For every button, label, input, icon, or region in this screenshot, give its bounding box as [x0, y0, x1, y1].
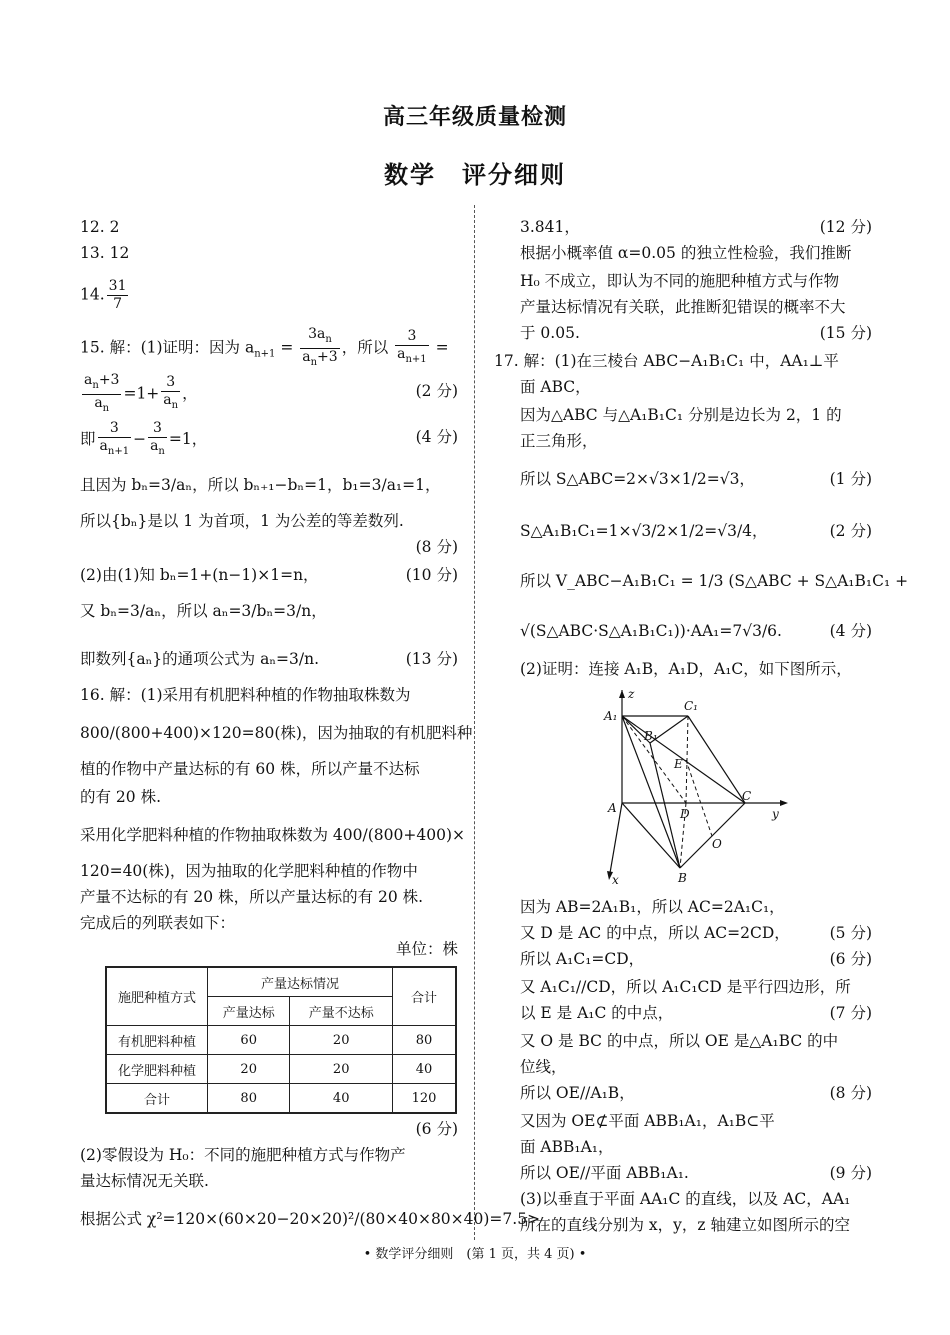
q16-line3: 植的作物中产量达标的有 60 株，所以产量不达标 [80, 760, 420, 778]
seg-A1C [622, 716, 745, 803]
table-header-ok: 产量达标 [208, 997, 290, 1026]
table-row: 有机肥料种植 60 20 80 [106, 1026, 456, 1055]
q17-line16: 位线， [520, 1058, 567, 1076]
q16-cont-4: 产量达标情况有关联，此推断犯错误的概率不大 [520, 298, 846, 316]
score-2: (2 分) [415, 382, 458, 400]
q15-line1: 15. 解：(1)证明：因为 $a_{n+1}$ = $\frac{3a_n}{a_n+3}$ ，所以 $\frac{3}{a_{n+1}}$ = [80, 326, 449, 368]
q16-cont-1: 3.841， [520, 218, 580, 236]
q15-line8: 即数列{aₙ}的通项公式为 aₙ=3/n. [80, 650, 320, 668]
q15-line3: 即 $\frac{3}{a_{n+1}}$ − $\frac{3}{a_n}$ =1， [80, 420, 208, 457]
q16-line5: 采用化学肥料种植的作物抽取株数为 400/(800+400)× [80, 826, 465, 844]
table-header-total: 合计 [393, 967, 457, 1026]
q17-line17: 所以 OE//A₁B， [520, 1084, 635, 1102]
label-y: y [772, 807, 779, 821]
score-13: (13 分) [405, 650, 458, 668]
q17-line20: 所以 OE//平面 ABB₁A₁. [520, 1164, 689, 1182]
q17-line10: 因为 AB=2A₁B₁，所以 AC=2A₁C₁， [520, 898, 785, 916]
table-header-group: 产量达标情况 [208, 967, 393, 997]
score-10: (10 分) [405, 566, 458, 584]
score-15: (15 分) [819, 324, 872, 342]
q16-line6: 120=40(株)，因为抽取的化学肥料种植的作物中 [80, 862, 418, 880]
answer-12: 12. 2 [80, 218, 120, 236]
score-q17-5: (5 分) [829, 924, 872, 942]
q17-line12: 所以 A₁C₁=CD， [520, 950, 645, 968]
label-B1: B₁ [644, 729, 658, 743]
label-O: O [712, 837, 722, 851]
q17-line21: (3)以垂直于平面 AA₁C 的直线，以及 AC，AA₁ [520, 1190, 851, 1208]
label-z: z [628, 688, 635, 701]
q16-line11: 根据公式 χ²=120×(60×20−20×20)²/(80×40×80×40)=7.5> [80, 1210, 541, 1228]
column-divider [474, 205, 475, 1240]
score-q17-9: (9 分) [829, 1164, 872, 1182]
q17-line18: 又因为 OE⊄平面 ABB₁A₁，A₁B⊂平 [520, 1112, 775, 1130]
q15-line2: $\frac{a_n+3}{a_n}$ =1+ $\frac{3}{a_n}$ ， [84, 372, 198, 414]
q16-line4: 的有 20 株. [80, 788, 162, 806]
score-q17-4: (4 分) [829, 622, 872, 640]
q16-cont-2: 根据小概率值 α=0.05 的独立性检验，我们推断 [520, 244, 852, 262]
edge-BC [680, 803, 745, 868]
seg-C1D [686, 716, 688, 803]
q16-line10: 量达标情况无关联. [80, 1172, 209, 1190]
q16-cont-5: 于 0.05. [520, 324, 580, 342]
q15-line5: 所以{bₙ}是以 1 为首项，1 为公差的等差数列. [80, 512, 404, 530]
score-q17-6: (6 分) [829, 950, 872, 968]
q17-line2: 面 ABC， [520, 378, 591, 396]
label-A: A [608, 801, 617, 815]
answer-13: 13. 12 [80, 244, 130, 262]
score-12: (12 分) [819, 218, 872, 236]
score-q17-7: (7 分) [829, 1004, 872, 1022]
q17-line22: 所在的直线分别为 x，y，z 轴建立如图所示的空 [520, 1216, 851, 1234]
score-q17-8: (8 分) [829, 1084, 872, 1102]
table-row: 化学肥料种植 20 20 40 [106, 1055, 456, 1084]
label-E: E [674, 757, 683, 771]
q17-line15: 又 O 是 BC 的中点，所以 OE 是△A₁BC 的中 [520, 1032, 839, 1050]
q17-line11: 又 D 是 AC 的中点，所以 AC=2CD， [520, 924, 790, 942]
score-q17-2: (2 分) [829, 522, 872, 540]
table-header-notok: 产量不达标 [290, 997, 393, 1026]
q16-line7: 产量不达标的有 20 株，所以产量达标的有 20 株. [80, 888, 424, 906]
answer-14: 14. $\frac{31}{7}$ [80, 278, 127, 312]
label-B: B [678, 871, 687, 885]
score-8: (8 分) [415, 538, 458, 556]
page-footer: • 数学评分细则 (第 1 页，共 4 页) • [363, 1247, 587, 1262]
q17-line13: 又 A₁C₁//CD，所以 A₁C₁CD 是平行四边形，所 [520, 978, 851, 996]
unit-label: 单位：株 [395, 940, 458, 958]
q17-line7: 所以 V_ABC−A₁B₁C₁ = 1/3 (S△ABC + S△A₁B₁C₁ + [520, 572, 909, 590]
contingency-table [105, 966, 457, 1114]
q16-cont-3: H₀ 不成立，即认为不同的施肥种植方式与作物 [520, 272, 840, 290]
q15-line6: (2)由(1)知 bₙ=1+(n−1)×1=n， [80, 566, 319, 584]
y-arrow-icon [780, 800, 788, 806]
label-C1: C₁ [684, 699, 698, 713]
q16-line2: 800/(800+400)×120=80(株)，因为抽取的有机肥料种 [80, 724, 473, 742]
q17-line14: 以 E 是 A₁C 的中点， [520, 1004, 674, 1022]
edge-AB [622, 803, 680, 868]
label-D: D [680, 807, 690, 821]
label-A1: A₁ [604, 709, 618, 723]
q17-line4: 正三角形， [520, 432, 598, 450]
q15-line7: 又 bₙ=3/aₙ，所以 aₙ=3/bₙ=3/n， [80, 602, 327, 620]
score-q17-1: (1 分) [829, 470, 872, 488]
table-row: 合计 80 40 120 [106, 1084, 456, 1114]
q15-line4: 且因为 bₙ=3/aₙ，所以 bₙ₊₁−bₙ=1，b₁=3/a₁=1， [80, 476, 441, 494]
q17-line8: √(S△ABC·S△A₁B₁C₁))·AA₁=7√3/6. [520, 622, 782, 640]
label-C: C [742, 789, 752, 803]
q17-line5: 所以 S△ABC=2×√3×1/2=√3， [520, 470, 755, 488]
subject-title: 数学 评分细则 [384, 160, 566, 189]
school-title: 高三年级质量检测 [382, 104, 567, 130]
q17-line19: 面 ABB₁A₁， [520, 1138, 614, 1156]
q16-line1: 16. 解：(1)采用有机肥料种植的作物抽取株数为 [80, 686, 411, 704]
score-4: (4 分) [415, 428, 458, 446]
q17-line6: S△A₁B₁C₁=1×√3/2×1/2=√3/4， [520, 522, 768, 540]
q17-line9: (2)证明：连接 A₁B，A₁D，A₁C，如下图所示， [520, 660, 852, 678]
score-6: (6 分) [415, 1120, 458, 1138]
frustum-figure [600, 688, 790, 888]
table-header-method: 施肥种植方式 [106, 967, 208, 1026]
z-arrow-icon [619, 690, 625, 698]
q16-line8: 完成后的列联表如下： [80, 914, 236, 932]
seg-OE [686, 760, 712, 836]
q16-line9: (2)零假设为 H₀：不同的施肥种植方式与作物产 [80, 1146, 406, 1164]
q17-line3: 因为△ABC 与△A₁B₁C₁ 分别是边长为 2，1 的 [520, 406, 842, 424]
q17-line1: 17. 解：(1)在三棱台 ABC−A₁B₁C₁ 中，AA₁⊥平 [494, 352, 839, 370]
label-x: x [612, 873, 619, 887]
